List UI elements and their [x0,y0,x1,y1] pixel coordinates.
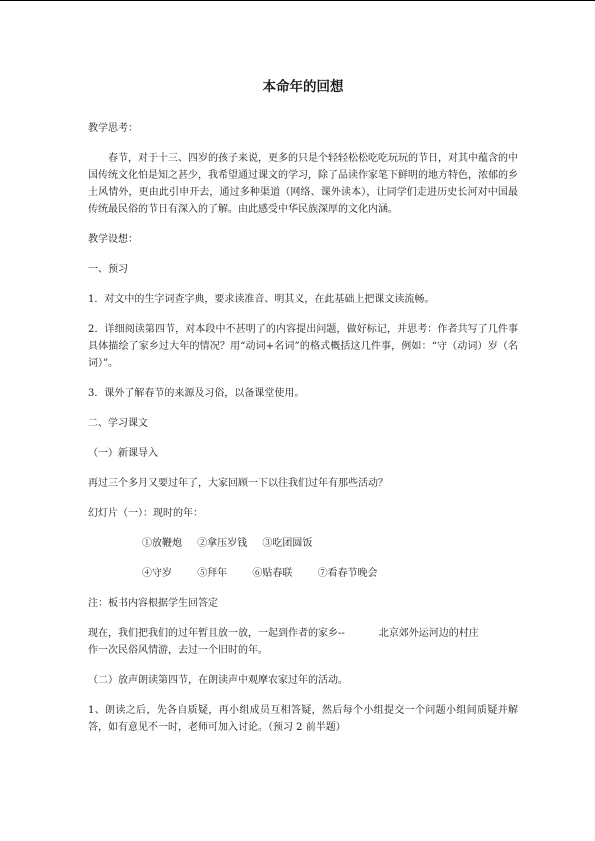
teaching-reflection-paragraph: 春节，对于十三、四岁的孩子来说，更多的只是个轻轻松松吃吃玩玩的节日，对其中蕴含的中国传统文化怕是知之甚少，我希望通过课文的学习，除了品读作家笔下鲜明的地方特色，浓郁的乡土风情外，更由此引申开去，通过多种渠道（网络、课外读本），让同学们走进历史长河对中国最传统最民俗的节日有深入的了解。由此感受中华民族深厚的文化内涵。 [88,153,518,215]
slide-activity-item: ①放鞭炮 [142,538,182,549]
document-page [88,78,518,749]
subsection-intro-heading: （一）新课导入 [88,448,158,459]
teaching-design-heading: 教学设想： [88,234,138,245]
teaching-reflection-heading: 教学思考： [88,123,138,134]
slide-activity-item: ⑦看春节晚会 [317,568,378,579]
preview-item-2: 2．详细阅读第四节，对本段中不甚明了的内容提出问题，做好标记，并思考：作者共写了几件事具体描绘了家乡过大年的情况？用“动词+名词”的格式概括这几件事，例如：“守（动词）岁（名词）”。 [88,324,518,369]
slide-activity-item: ⑥贴春联 [252,568,293,579]
transition-text-tail: 北京郊外运河边的村庄 [378,628,479,639]
transition-text-rest: 作一次民俗风情游，去过一个旧时的年。 [88,645,268,656]
section-preview-heading: 一、预习 [88,264,128,275]
transition-text-head: 现在，我们把我们的过年暂且放一放，一起到作者的家乡-- [88,628,345,639]
top-border-line [0,0,595,1]
document-title: 本命年的回想 [262,79,344,95]
board-note: 注：板书内容根据学生回答定 [88,598,218,609]
slide-activities-row-2 [88,565,518,582]
preview-item-1: 1．对文中的生字词查字典，要求读准音、明其义，在此基础上把课文读流畅。 [88,294,435,305]
slide-activity-item: ⑤拜年 [197,568,228,579]
slide-1-label: 幻灯片（一）：现时的年： [88,508,203,519]
subsection-reading-heading: （二）放声朗读第四节，在朗读声中观摩农家过年的活动。 [88,675,348,686]
reading-item-1: 1、朗读之后，先各自质疑，再小组成员互相答疑，然后每个小组提交一个问题小组间质疑并解答，如有意见不一时，老师可加入讨论。（预习 2 前半题） [88,705,518,733]
slide-activity-item: ④守岁 [142,568,172,579]
intro-paragraph: 再过三个多月又要过年了，大家回顾一下以往我们过年有那些活动？ [88,478,388,489]
slide-activities-row-1 [88,535,518,552]
section-study-heading: 二、学习课文 [88,418,148,429]
slide-activity-item: ②拿压岁钱 [197,538,248,549]
transition-paragraph [88,625,518,659]
slide-activity-item: ③吃团圆饭 [262,538,313,549]
preview-item-3: 3．课外了解春节的来源及习俗，以备课堂使用。 [88,388,305,399]
